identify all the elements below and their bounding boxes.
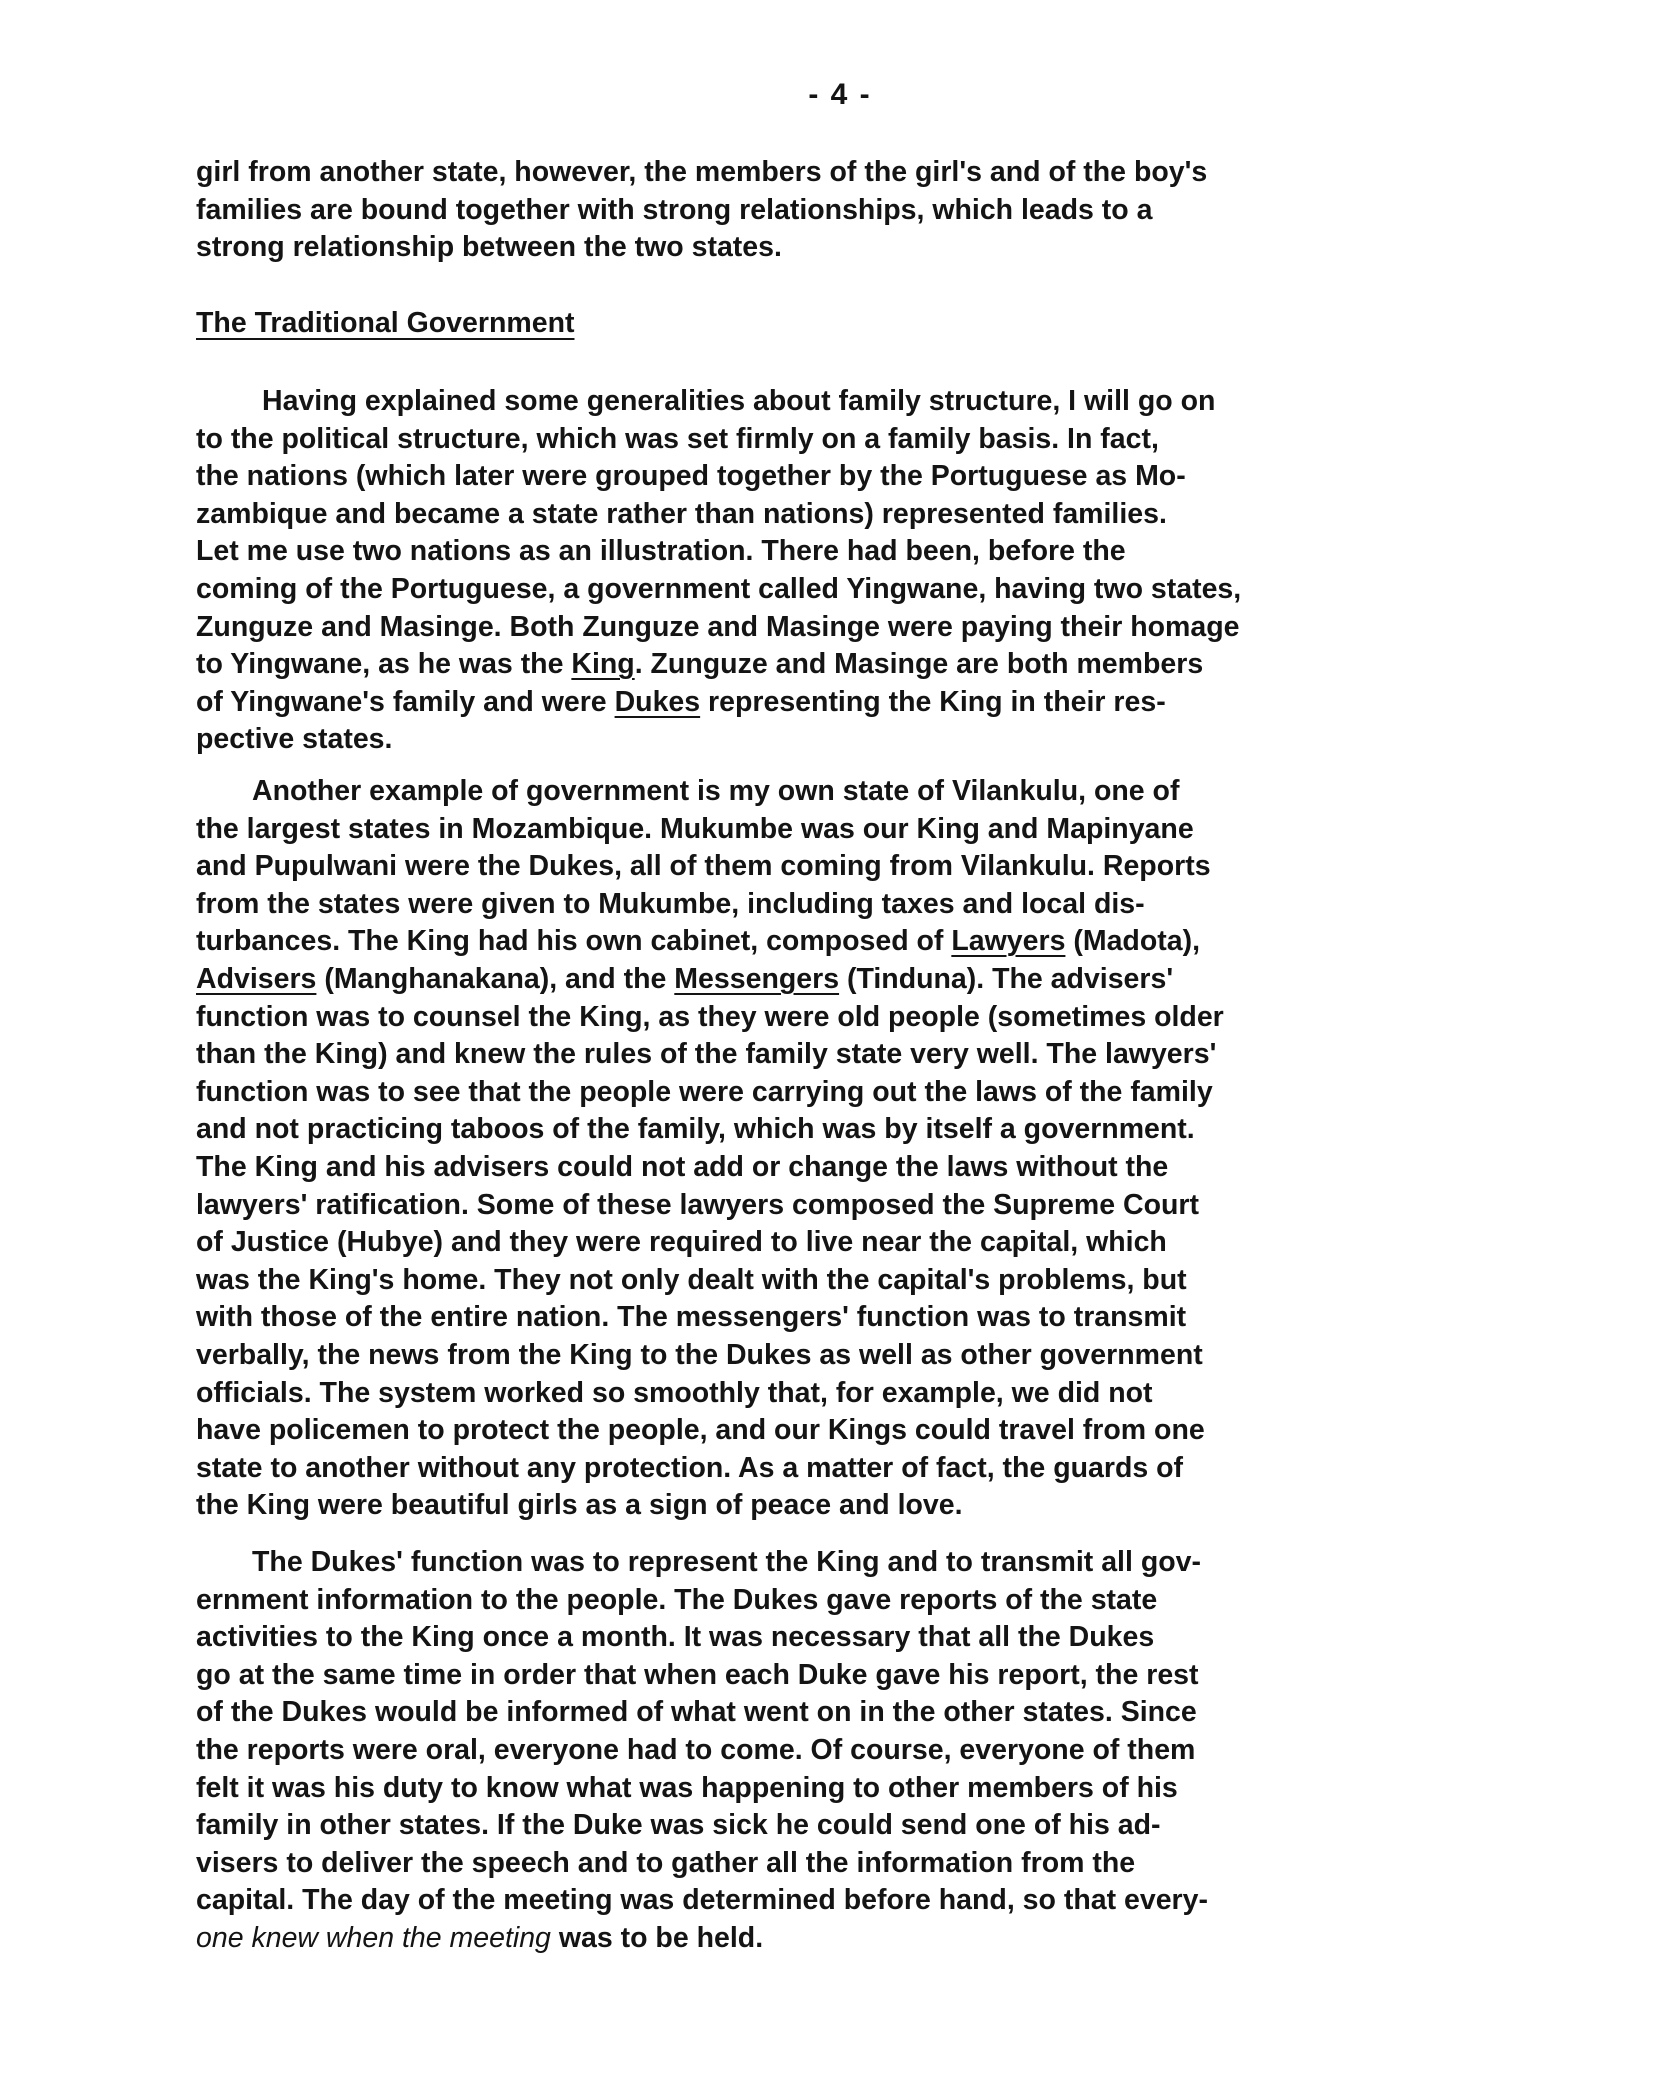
paragraph-vilankulu-government bbox=[196, 773, 1486, 1525]
text-line: the nations (which later were grouped together by the Portuguese as Mo- bbox=[196, 460, 1186, 493]
underlined-term-lawyers: Lawyers bbox=[951, 925, 1066, 958]
text-line: the reports were oral, everyone had to come. Of course, everyone of them bbox=[196, 1733, 1196, 1766]
text-line: go at the same time in order that when each Duke gave his report, the rest bbox=[196, 1658, 1199, 1691]
text-fragment: to Yingwane, as he was the bbox=[196, 648, 572, 681]
text-fragment: of Yingwane's family and were bbox=[196, 685, 615, 718]
text-line: The King and his advisers could not add or change the laws without the bbox=[196, 1150, 1169, 1183]
underlined-term-dukes: Dukes bbox=[614, 685, 701, 718]
text-line: the largest states in Mozambique. Mukumbe was our King and Mapinyane bbox=[196, 812, 1194, 845]
text-line: of Justice (Hubye) and they were required to live near the capital, which bbox=[196, 1226, 1167, 1259]
text-line: from the states were given to Mukumbe, including taxes and local dis- bbox=[196, 887, 1145, 920]
text-line: was the King's home. They not only dealt with the capital's problems, but bbox=[196, 1263, 1187, 1296]
underlined-term-advisers: Advisers bbox=[196, 962, 317, 995]
text-line: than the King) and knew the rules of the family state very well. The lawyers' bbox=[196, 1038, 1217, 1071]
text-line: verbally, the news from the King to the Dukes as well as other government bbox=[196, 1338, 1203, 1371]
text-fragment: . Zunguze and Masinge are both members bbox=[634, 648, 1204, 681]
text-line: girl from another state, however, the members of the girl's and of the boy's bbox=[196, 156, 1208, 188]
text-line: function was to counsel the King, as they were old people (sometimes older bbox=[196, 1000, 1224, 1033]
text-fragment: (Madota), bbox=[1065, 925, 1200, 958]
paragraph-dukes-function bbox=[196, 1544, 1486, 1958]
text-line: state to another without any protection. As a matter of fact, the guards of bbox=[196, 1451, 1184, 1484]
text-line bbox=[196, 961, 1486, 999]
underlined-term-king: King bbox=[571, 648, 635, 681]
text-line: the King were beautiful girls as a sign of peace and love. bbox=[196, 1489, 963, 1522]
text-line bbox=[196, 646, 1486, 684]
text-line bbox=[196, 923, 1486, 961]
text-line bbox=[196, 684, 1486, 722]
text-line: The Dukes' function was to represent the King and to transmit all gov- bbox=[252, 1546, 1201, 1578]
text-line: Zunguze and Masinge. Both Zunguze and Masinge were paying their homage bbox=[196, 610, 1240, 643]
text-line: capital. The day of the meeting was determined before hand, so that every- bbox=[196, 1884, 1208, 1917]
text-line: families are bound together with strong relationships, which leads to a bbox=[196, 193, 1153, 226]
text-line: function was to see that the people were carrying out the laws of the family bbox=[196, 1075, 1213, 1108]
text-line: have policemen to protect the people, and our Kings could travel from one bbox=[196, 1414, 1205, 1447]
text-fragment: turbances. The King had his own cabinet, composed of bbox=[196, 925, 952, 958]
text-line: strong relationship between the two states. bbox=[196, 231, 782, 264]
text-line: pective states. bbox=[196, 723, 393, 756]
text-line: with those of the entire nation. The messengers' function was to transmit bbox=[196, 1301, 1187, 1334]
text-line: zambique and became a state rather than nations) represented families. bbox=[196, 497, 1167, 530]
section-heading: The Traditional Government bbox=[196, 307, 575, 339]
text-line: activities to the King once a month. It was necessary that all the Dukes bbox=[196, 1621, 1155, 1654]
text-line: coming of the Portuguese, a government called Yingwane, having two states, bbox=[196, 572, 1242, 605]
text-fragment: (Manghanakana), and the bbox=[316, 962, 675, 995]
text-line: of the Dukes would be informed of what went on in the other states. Since bbox=[196, 1696, 1197, 1729]
text-line: visers to deliver the speech and to gather all the information from the bbox=[196, 1846, 1136, 1879]
text-line bbox=[196, 1920, 1486, 1958]
text-line: Having explained some generalities about family structure, I will go on bbox=[262, 385, 1216, 417]
text-line: to the political structure, which was set firmly on a family basis. In fact, bbox=[196, 422, 1159, 455]
text-line: Let me use two nations as an illustration. There had been, before the bbox=[196, 535, 1126, 568]
text-line: felt it was his duty to know what was happening to other members of his bbox=[196, 1771, 1178, 1804]
text-fragment: (Tinduna). The advisers' bbox=[839, 962, 1174, 995]
underlined-term-messengers: Messengers bbox=[674, 962, 840, 995]
text-fragment: was to be held. bbox=[550, 1921, 764, 1954]
text-line: ernment information to the people. The Dukes gave reports of the state bbox=[196, 1583, 1158, 1616]
paragraph-political-structure bbox=[196, 383, 1486, 759]
page-number: - 4 - bbox=[808, 78, 872, 111]
text-line: Another example of government is my own state of Vilankulu, one of bbox=[252, 775, 1180, 807]
text-fragment: representing the King in their res- bbox=[700, 685, 1166, 718]
text-line: lawyers' ratification. Some of these lawyers composed the Supreme Court bbox=[196, 1188, 1199, 1221]
text-line: and not practicing taboos of the family, which was by itself a government. bbox=[196, 1113, 1195, 1146]
text-line: family in other states. If the Duke was sick he could send one of his ad- bbox=[196, 1809, 1161, 1842]
text-fragment: one knew when the meeting bbox=[196, 1921, 551, 1954]
text-line: and Pupulwani were the Dukes, all of them coming from Vilankulu. Reports bbox=[196, 850, 1211, 883]
intro-paragraph bbox=[196, 154, 1486, 267]
text-line: officials. The system worked so smoothly that, for example, we did not bbox=[196, 1376, 1153, 1409]
